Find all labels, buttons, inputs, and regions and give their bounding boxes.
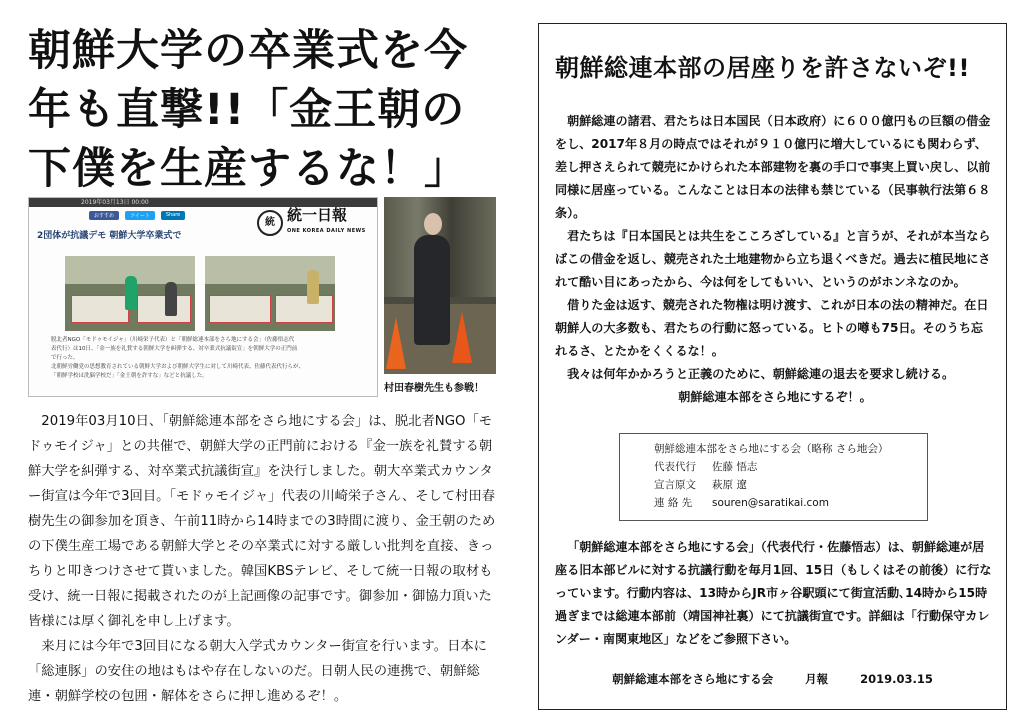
photo-caption-text bbox=[51, 336, 371, 381]
contact-value: 佐藤 悟志 bbox=[712, 461, 758, 473]
contact-row bbox=[654, 494, 927, 512]
footer-org: 朝鮮総連本部をさら地にする会 bbox=[612, 672, 774, 686]
newspaper-name-text: 統一日報 bbox=[287, 206, 348, 224]
share-linkedin-button[interactable]: Share bbox=[161, 211, 185, 220]
left-paragraph: 来月には今年で3回目になる朝大入学式カウンター街宣を行います。日本に「総連豚」の安住の地はもはや存在しないのだ。日朝人民の連携で、朝鮮総連・朝鮮学校の包囲・解体をさらに押し進めるぞ！。 bbox=[28, 639, 487, 704]
activity-notice bbox=[555, 536, 995, 651]
newspaper-seal-icon: 統 bbox=[257, 210, 283, 236]
footer-date: 2019.03.15 bbox=[860, 672, 933, 686]
caption-line: 脱北者NGO「モドゥモイジャ」（川崎栄子代表）と「朝鮮総連本部をさら地にする会」（佐藤悟志代 bbox=[51, 337, 295, 343]
contact-email-link[interactable]: souren@saratikai.com bbox=[712, 497, 829, 509]
contact-value: 萩原 遼 bbox=[712, 479, 747, 491]
contact-label: 宣言原文 bbox=[654, 479, 696, 491]
declaration-title: 朝鮮総連本部の居座りを許さないぞ!! bbox=[555, 54, 970, 82]
article-title: 2団体が抗議デモ 朝鮮大学卒業式で bbox=[37, 231, 182, 241]
contact-box bbox=[619, 433, 928, 521]
newspaper-name bbox=[287, 207, 366, 239]
declaration-paragraph: 借りた金は返す、競売された物権は明け渡す、これが日本の法の精神だ。在日朝鮮人の大多数も、君たちの行動に怒っている。ヒトの噂も75日。そのうち忘れるさ、とたかをくくるな！。 bbox=[555, 298, 989, 358]
newspaper-logo bbox=[257, 208, 369, 238]
caption-line: で行った。 bbox=[51, 355, 79, 361]
declaration-paragraph: 我々は何年かかろうと正義のために、朝鮮総連の退去を要求し続ける。 bbox=[567, 367, 955, 381]
protest-photo-2 bbox=[205, 256, 335, 331]
contact-org: 朝鮮総連本部をさら地にする会（略称 さら地会） bbox=[654, 443, 889, 455]
contact-row bbox=[654, 476, 927, 494]
left-paragraph: 2019年03月10日、「朝鮮総連本部をさら地にする会」は、脱北者NGO「モドゥモイジャ」との共催で、朝鮮大学の正門前における『金一族を礼賛する朝鮮大学を糾弾する、対卒業式抗議街宣』を決行しました。朝大卒業式カウンター街宣は今年で3回目。「モドゥモイジャ」代表の川崎栄子さん、そして村田春樹先生の御参加を頂き、午前11時から14時までの3時間に渡り、金王朝のための下僕生産工場である朝鮮大学とその卒業式に対する厳しい批判を直接、きっちりと叩きつけさせて貰いました。韓国KBSテレビ、そして統一日報の取材も受け、統一日報に掲載されたのが上記画像の記事です。御参加・御協力頂いた皆様には厚く御礼を申し上げます。 bbox=[28, 414, 496, 629]
share-tweet-button[interactable]: ツイート bbox=[125, 211, 155, 220]
caption-line: 「朝鮮学校は洗脳学校だ」「金王朝を許すな」などと抗議した。 bbox=[51, 373, 208, 379]
declaration-body bbox=[555, 110, 995, 409]
declaration-closing: 朝鮮総連本部をさら地にするぞ！。 bbox=[678, 390, 872, 404]
declaration-box bbox=[538, 23, 1007, 710]
share-recommend-button[interactable]: おすすめ bbox=[89, 211, 119, 220]
footer-type: 月報 bbox=[805, 672, 829, 686]
article-date: 2019年03月13日 00:00 bbox=[29, 198, 377, 207]
newspaper-subtitle: ONE KOREA DAILY NEWS bbox=[287, 228, 366, 234]
caption-line: 北朝鮮労働党の思想教育されている朝鮮大学および朝鮮大学生に対して川崎代表、佐藤代表代行らが、 bbox=[51, 364, 305, 370]
news-screenshot bbox=[28, 197, 378, 397]
speaker-photo bbox=[384, 197, 496, 374]
speaker-photo-caption: 村田春樹先生も参戦！ bbox=[384, 383, 484, 394]
notice-paragraph: 「朝鮮総連本部をさら地にする会」（代表代行・佐藤悟志）は、朝鮮総連が居座る旧本部ビルに対する抗議行動を毎月1回、15日（もしくはその前後）に行なっています。行動内容は、13時からJR市ヶ谷駅頭にて街宣活動､14時から15時過ぎまでは総連本部前（靖国神社裏）にて抗議街宣です。詳細は「行動保守カレンダー・南関東地区」などをご参照下さい。 bbox=[555, 540, 992, 646]
contact-row bbox=[654, 458, 927, 476]
declaration-paragraph: 朝鮮総連の諸君、君たちは日本国民（日本政府）に６００億円もの巨額の借金をし、2017年８月の時点ではそれが９１０億円に増大しているにも関わらず、差し押さえられて競売にかけられた本部建物を裏の手口で事実上買い戻し、以前同様に居座っている。こんなことは日本の法律も禁じている（民事執行法第６８条）。 bbox=[555, 114, 991, 220]
left-article-body bbox=[28, 409, 498, 709]
protest-photo-1 bbox=[65, 256, 195, 331]
contact-label: 代表代行 bbox=[654, 461, 696, 473]
contact-label: 連 絡 先 bbox=[654, 497, 693, 509]
newsletter-footer bbox=[539, 671, 1006, 687]
headline: 朝鮮大学の卒業式を今年も直撃!!「金王朝の下僕を生産するな！」 bbox=[28, 26, 468, 194]
caption-line: 表代行）は10日、「金一族を礼賛する朝鮮大学を糾弾する、対卒業式抗議街宣」を朝鮮大学の正門前 bbox=[51, 346, 298, 352]
declaration-paragraph: 君たちは『日本国民とは共生をこころざしている』と言うが、それが本当ならばこの借金を返し、競売された土地建物から立ち退くべきだ。過去に植民地にされて酷い目にあったから、今は何をしてもいい、というのがホンネなのか。 bbox=[555, 229, 991, 289]
share-row bbox=[89, 211, 185, 220]
